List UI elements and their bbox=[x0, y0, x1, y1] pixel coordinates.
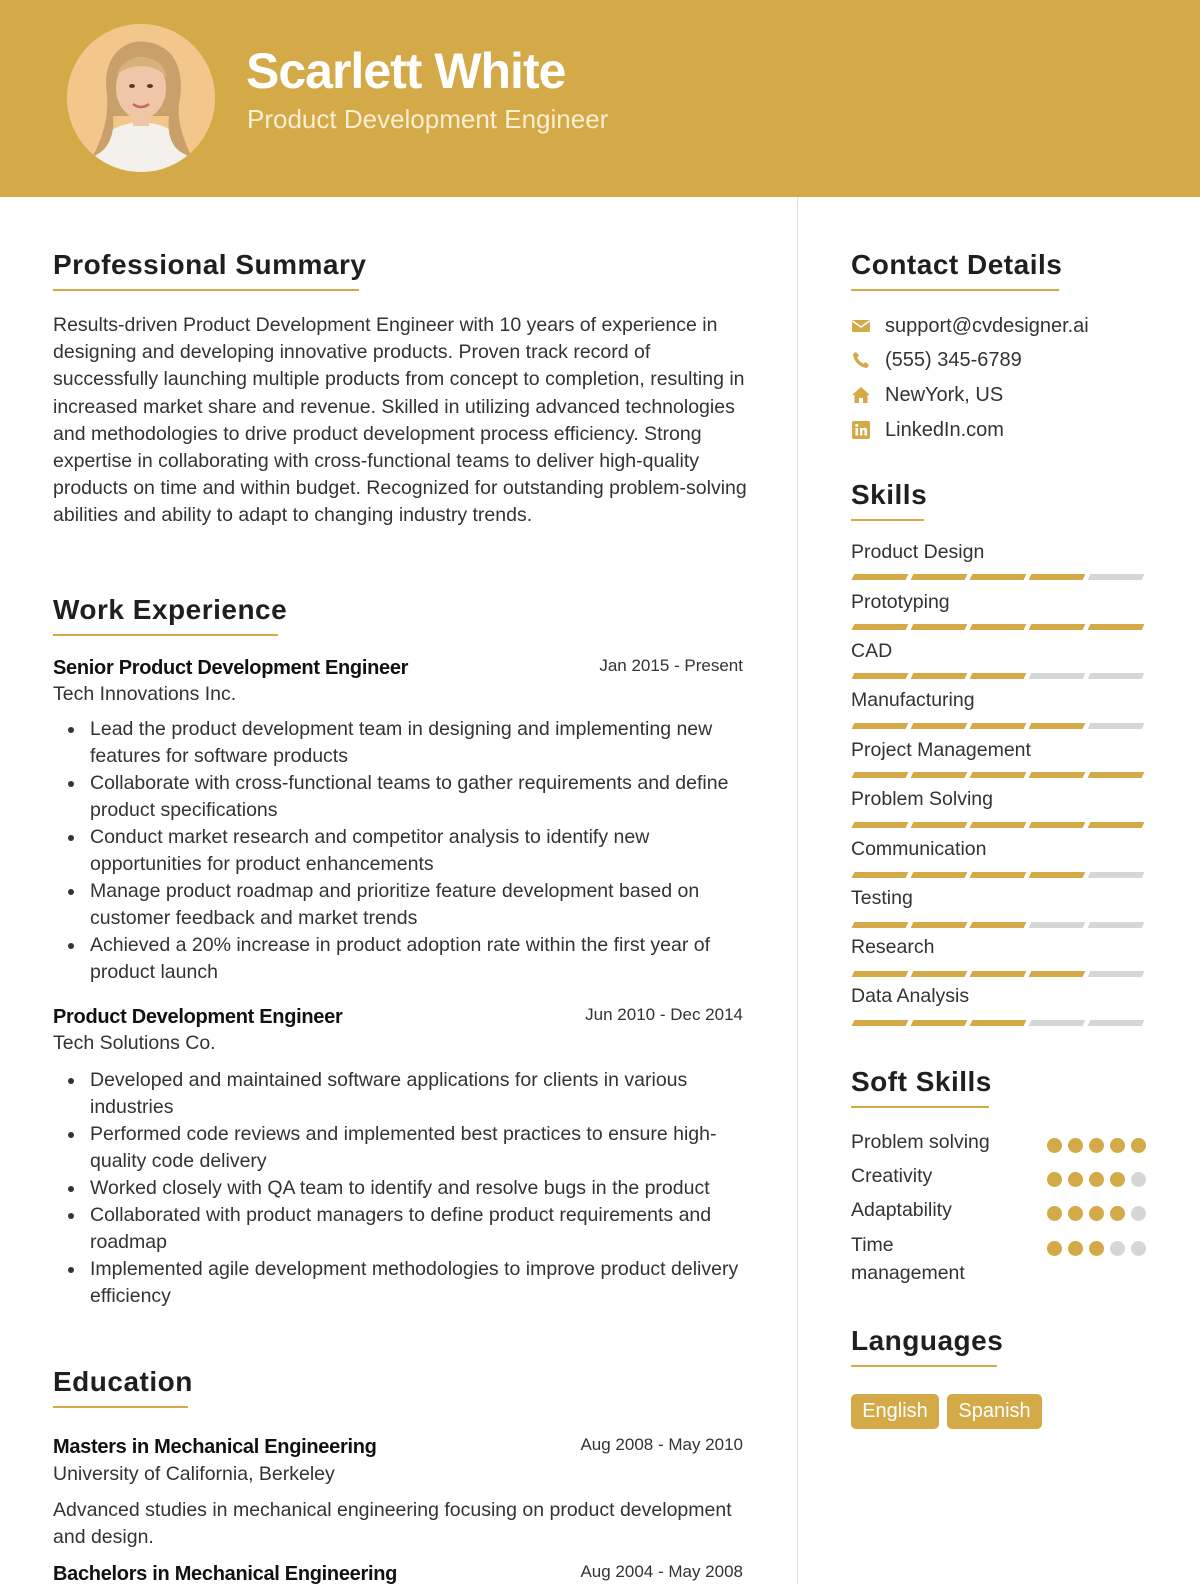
education-underline bbox=[53, 1406, 188, 1408]
skill-segment-filled bbox=[852, 723, 909, 729]
skill-name: Prototyping bbox=[851, 591, 950, 613]
contact-underline bbox=[851, 289, 1059, 291]
skill-segment-filled bbox=[911, 772, 968, 778]
skill-rating-bar bbox=[853, 624, 1146, 631]
skill-segment-filled bbox=[852, 922, 909, 928]
soft-skill-name: Creativity bbox=[851, 1165, 933, 1187]
skill-segment-filled bbox=[1029, 772, 1086, 778]
rating-dot-filled bbox=[1110, 1206, 1125, 1221]
skill-segment-empty bbox=[1088, 922, 1145, 928]
language-tag: Spanish bbox=[947, 1394, 1042, 1429]
rating-dot-empty bbox=[1131, 1241, 1146, 1256]
contact-value: support@cvdesigner.ai bbox=[885, 314, 1089, 337]
skill-rating-bar bbox=[853, 723, 1146, 730]
skill-segment-filled bbox=[970, 723, 1027, 729]
skills-heading: Skills bbox=[851, 479, 928, 510]
degree-title: Bachelors in Mechanical Engineering bbox=[53, 1563, 398, 1585]
soft-skill-name: Time management bbox=[851, 1234, 965, 1284]
summary-heading: Professional Summary bbox=[53, 249, 367, 280]
skill-rating-bar bbox=[853, 574, 1146, 581]
job-bullets bbox=[53, 1067, 753, 1310]
skill-segment-filled bbox=[1029, 822, 1086, 828]
rating-dot-filled bbox=[1131, 1138, 1146, 1153]
rating-dot-filled bbox=[1047, 1172, 1062, 1187]
bullet-item: Conduct market research and competitor analysis to identify new opportunities for product enhancements bbox=[53, 824, 753, 878]
job-company: Tech Solutions Co. bbox=[53, 1032, 216, 1054]
rating-dot-empty bbox=[1131, 1206, 1146, 1221]
skill-segment-filled bbox=[911, 624, 968, 630]
bullet-item: Performed code reviews and implemented best practices to ensure high-quality code delivery bbox=[53, 1121, 753, 1175]
skill-rating-bar bbox=[853, 1020, 1146, 1027]
skill-segment-filled bbox=[911, 1020, 968, 1026]
job-dates: Jan 2015 - Present bbox=[599, 656, 743, 675]
languages-underline bbox=[851, 1365, 997, 1367]
skill-rating-bar bbox=[853, 673, 1146, 680]
job-bullets bbox=[53, 716, 753, 986]
soft-skill-name: Problem solving bbox=[851, 1131, 990, 1153]
bullet-item: Achieved a 20% increase in product adoption rate within the first year of product launch bbox=[53, 932, 753, 986]
rating-dot-filled bbox=[1110, 1138, 1125, 1153]
skill-segment-filled bbox=[1029, 723, 1086, 729]
candidate-title: Product Development Engineer bbox=[247, 104, 609, 134]
skill-rating-bar bbox=[853, 922, 1146, 929]
skill-segment-filled bbox=[1029, 624, 1086, 630]
skill-name: Communication bbox=[851, 838, 987, 860]
skill-name: Research bbox=[851, 936, 935, 958]
rating-dot-filled bbox=[1089, 1138, 1104, 1153]
experience-underline bbox=[53, 634, 278, 636]
skill-segment-empty bbox=[1029, 673, 1086, 679]
resume-header bbox=[0, 0, 1200, 197]
bullet-item: Collaborate with cross-functional teams to gather requirements and define product specifications bbox=[53, 770, 753, 824]
portrait-icon bbox=[67, 24, 215, 172]
bullet-item: Developed and maintained software applications for clients in various industries bbox=[53, 1067, 753, 1121]
soft-skills-underline bbox=[851, 1106, 989, 1108]
rating-dot-filled bbox=[1068, 1138, 1083, 1153]
skill-segment-filled bbox=[911, 822, 968, 828]
rating-dot-filled bbox=[1089, 1206, 1104, 1221]
skill-segment-filled bbox=[852, 574, 909, 580]
rating-dot-filled bbox=[1068, 1172, 1083, 1187]
language-tag: English bbox=[851, 1394, 939, 1429]
skill-segment-empty bbox=[1029, 1020, 1086, 1026]
contact-heading: Contact Details bbox=[851, 249, 1063, 280]
skill-segment-filled bbox=[970, 922, 1027, 928]
bullet-item: Collaborated with product managers to define product requirements and roadmap bbox=[53, 1202, 753, 1256]
languages-heading: Languages bbox=[851, 1325, 1004, 1356]
skill-segment-filled bbox=[970, 971, 1027, 977]
profile-photo bbox=[67, 24, 215, 172]
contact-phone[interactable] bbox=[851, 346, 1022, 374]
skill-segment-filled bbox=[1029, 574, 1086, 580]
skill-segment-filled bbox=[852, 872, 909, 878]
phone-icon bbox=[851, 350, 871, 370]
skill-rating-bar bbox=[853, 872, 1146, 879]
skill-segment-filled bbox=[1088, 624, 1145, 630]
skill-segment-filled bbox=[1029, 872, 1086, 878]
skill-rating-bar bbox=[853, 772, 1146, 779]
skill-segment-filled bbox=[970, 1020, 1027, 1026]
summary-text: Results-driven Product Development Engineer with 10 years of experience in designing and developing innovative products. Proven track record of successfully launching multiple products from concept to completion, resulting in increased market share and revenue. Skilled in utilizing advanced technologies and methodologies to drive product development process efficiency. Strong expertise in collaborating with cross-functional teams to deliver high-quality products on time and within budget. Recognized for outstanding problem-solving abilities and ability to adapt to changing industry trends. bbox=[53, 314, 747, 527]
skill-name: CAD bbox=[851, 640, 893, 662]
column-divider bbox=[797, 197, 798, 1584]
job-title: Product Development Engineer bbox=[53, 1006, 343, 1028]
skills-underline bbox=[851, 519, 924, 521]
bullet-item: Worked closely with QA team to identify and resolve bugs in the product bbox=[53, 1175, 753, 1202]
skill-segment-filled bbox=[970, 772, 1027, 778]
bullet-item: Lead the product development team in designing and implementing new features for software products bbox=[53, 716, 753, 770]
rating-dot-filled bbox=[1047, 1206, 1062, 1221]
skill-segment-filled bbox=[852, 673, 909, 679]
rating-dot-filled bbox=[1110, 1172, 1125, 1187]
skill-segment-filled bbox=[970, 624, 1027, 630]
skill-segment-empty bbox=[1088, 872, 1145, 878]
skill-segment-filled bbox=[1029, 971, 1086, 977]
job-company: Tech Innovations Inc. bbox=[53, 683, 237, 705]
skill-name: Product Design bbox=[851, 541, 985, 563]
rating-dot-filled bbox=[1089, 1172, 1104, 1187]
skill-segment-empty bbox=[1088, 971, 1145, 977]
skill-rating-bar bbox=[853, 971, 1146, 978]
summary-underline bbox=[53, 289, 359, 291]
skill-segment-empty bbox=[1088, 673, 1145, 679]
job-title: Senior Product Development Engineer bbox=[53, 657, 409, 679]
experience-heading: Work Experience bbox=[53, 594, 288, 625]
skill-segment-filled bbox=[970, 574, 1027, 580]
skill-segment-filled bbox=[1088, 822, 1145, 828]
education-heading: Education bbox=[53, 1366, 193, 1397]
skill-segment-empty bbox=[1088, 1020, 1145, 1026]
candidate-name: Scarlett White bbox=[246, 43, 566, 99]
contact-email[interactable] bbox=[851, 312, 1089, 340]
skill-segment-filled bbox=[911, 971, 968, 977]
skill-segment-filled bbox=[911, 673, 968, 679]
contact-value: (555) 345-6789 bbox=[885, 348, 1022, 371]
bullet-item: Implemented agile development methodologies to improve product delivery efficiency bbox=[53, 1256, 753, 1310]
soft-skill-name: Adaptability bbox=[851, 1199, 952, 1221]
soft-skills-heading: Soft Skills bbox=[851, 1066, 992, 1097]
linkedin-icon bbox=[851, 420, 871, 440]
skill-segment-empty bbox=[1029, 922, 1086, 928]
home-icon bbox=[851, 385, 871, 405]
skill-segment-filled bbox=[911, 723, 968, 729]
skill-segment-filled bbox=[852, 1020, 909, 1026]
education-dates: Aug 2008 - May 2010 bbox=[580, 1435, 743, 1454]
rating-dot-empty bbox=[1110, 1241, 1125, 1256]
skill-segment-filled bbox=[1088, 772, 1145, 778]
skill-segment-filled bbox=[852, 772, 909, 778]
skill-segment-filled bbox=[970, 872, 1027, 878]
skill-segment-filled bbox=[852, 624, 909, 630]
rating-dot-filled bbox=[1047, 1241, 1062, 1256]
bullet-item: Manage product roadmap and prioritize feature development based on customer feedback and market trends bbox=[53, 878, 753, 932]
education-description: Advanced studies in mechanical engineering focusing on product development and design. bbox=[53, 1499, 732, 1549]
skill-segment-filled bbox=[970, 673, 1027, 679]
skill-name: Testing bbox=[851, 887, 913, 909]
contact-value: LinkedIn.com bbox=[885, 418, 1004, 441]
skill-name: Problem Solving bbox=[851, 788, 993, 810]
degree-title: Masters in Mechanical Engineering bbox=[53, 1436, 377, 1458]
job-dates: Jun 2010 - Dec 2014 bbox=[585, 1005, 743, 1024]
skill-name: Project Management bbox=[851, 739, 1031, 761]
contact-value: NewYork, US bbox=[885, 383, 1004, 406]
rating-dot-filled bbox=[1068, 1241, 1083, 1256]
skill-segment-filled bbox=[911, 574, 968, 580]
education-dates: Aug 2004 - May 2008 bbox=[580, 1562, 743, 1581]
skill-segment-empty bbox=[1088, 574, 1145, 580]
contact-linkedin[interactable] bbox=[851, 416, 1004, 444]
skill-name: Manufacturing bbox=[851, 689, 975, 711]
contact-location bbox=[851, 381, 1003, 409]
skill-rating-bar bbox=[853, 822, 1146, 829]
envelope-icon bbox=[851, 316, 871, 336]
skill-segment-filled bbox=[852, 971, 909, 977]
rating-dot-filled bbox=[1068, 1206, 1083, 1221]
school-name: University of California, Berkeley bbox=[53, 1463, 335, 1485]
skill-segment-filled bbox=[911, 872, 968, 878]
skill-segment-filled bbox=[911, 922, 968, 928]
rating-dot-filled bbox=[1089, 1241, 1104, 1256]
rating-dot-filled bbox=[1047, 1138, 1062, 1153]
skill-name: Data Analysis bbox=[851, 985, 970, 1007]
rating-dot-empty bbox=[1131, 1172, 1146, 1187]
skill-segment-empty bbox=[1088, 723, 1145, 729]
skill-segment-filled bbox=[970, 822, 1027, 828]
skill-segment-filled bbox=[852, 822, 909, 828]
